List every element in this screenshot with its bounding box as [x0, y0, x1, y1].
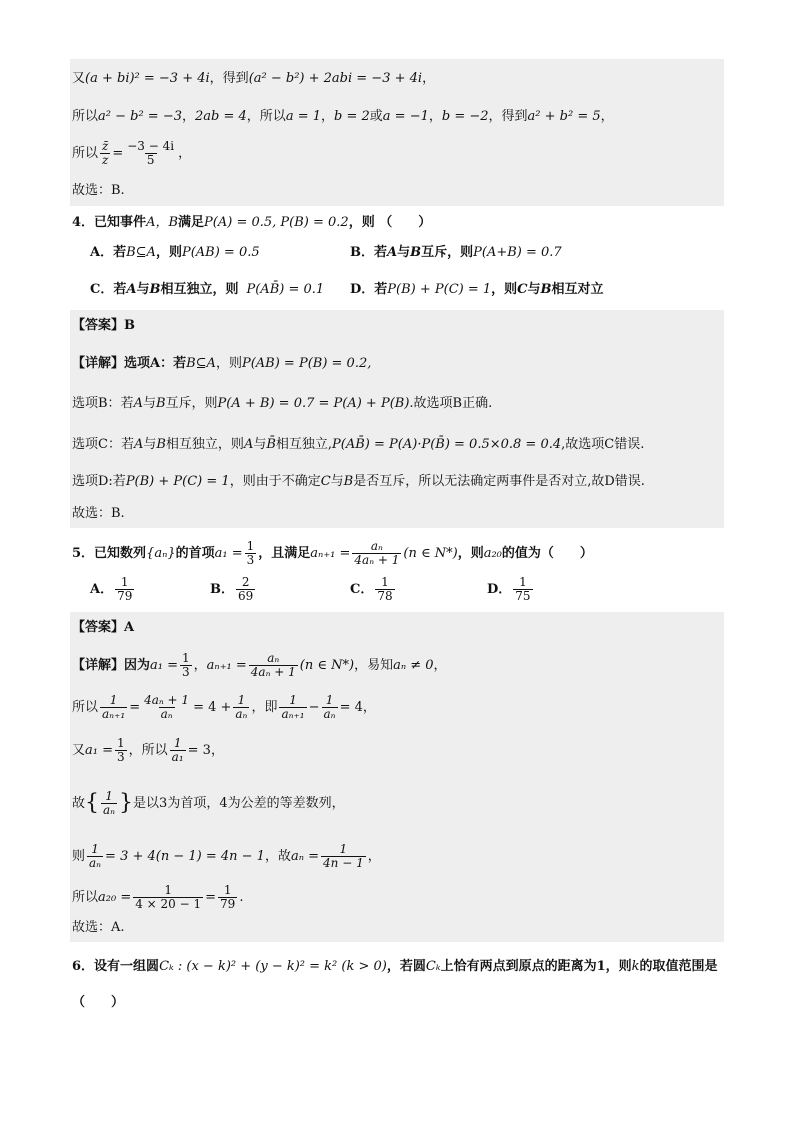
math: A [133, 437, 144, 452]
fraction [180, 652, 192, 679]
math: P(A + B) = 0.7 = P(A) + P(B) [217, 396, 410, 411]
q3-conclusion [72, 182, 125, 200]
math: (n ∈ N*) [299, 658, 355, 673]
text: . [239, 890, 244, 905]
text: 则 [72, 849, 86, 864]
denominator: aₙ [235, 707, 248, 721]
text: 的首项 [175, 546, 215, 561]
denominator: 3 [246, 553, 255, 567]
text: 满足 [178, 215, 205, 230]
math: B [149, 282, 161, 297]
q6-stem [72, 958, 718, 976]
text: 选项C：若 [72, 437, 134, 452]
math: = [205, 890, 217, 905]
text: 上恰有两点到原点的距离为 [440, 959, 597, 974]
q4-stem [72, 214, 431, 232]
denominator: 3 [117, 750, 125, 764]
fraction [125, 140, 176, 167]
answer-label: 【答案】A [72, 620, 135, 635]
text: ，则 [215, 356, 242, 371]
text: .故选项B正确. [409, 396, 493, 411]
q6-paren [72, 994, 124, 1012]
q5-option-c [350, 576, 397, 603]
math: Cₖ : (x − k)² + (y − k)² = k² (k > 0) [159, 959, 387, 974]
math: {aₙ} [146, 546, 176, 561]
text: 与 [330, 474, 344, 489]
text: ，若圆 [386, 959, 426, 974]
text: 相互独立，则 [160, 282, 239, 297]
option-label: B． [210, 582, 234, 597]
text: 选项D:若 [72, 474, 126, 489]
q3-line-2 [72, 108, 614, 126]
text: ， [428, 109, 442, 124]
text: 是以3为首项，4为公差的等差数列， [133, 796, 345, 811]
option-label: D． [487, 582, 512, 597]
text: ，则由于不确定 [229, 474, 321, 489]
text: 又 [72, 71, 86, 86]
math: C [517, 282, 528, 297]
math: aₙ₊₁ = [310, 546, 351, 561]
fraction [87, 843, 103, 870]
q4-detail-4 [72, 473, 645, 491]
math: A [387, 245, 398, 260]
numerator: 2 [241, 575, 250, 589]
math: B [343, 474, 354, 489]
text: 又 [72, 743, 86, 758]
option-label: A．若 [90, 245, 127, 260]
text: 已知数列 [94, 546, 147, 561]
math: B̄ [266, 437, 276, 452]
text: 已知事件 [94, 215, 147, 230]
math: (n ∈ N*) [403, 546, 458, 561]
text: ，则 [605, 959, 632, 974]
option-label: C． [350, 582, 374, 597]
text: ， [210, 743, 224, 758]
text: 所以 [72, 700, 99, 715]
numerator: aₙ [267, 651, 280, 665]
text: ，故 [264, 849, 291, 864]
text: ，所以 [246, 109, 286, 124]
text: ， [321, 109, 335, 124]
q5-detail-3 [72, 737, 224, 764]
fraction [233, 694, 249, 721]
q5-option-a [90, 576, 136, 603]
detail-label: 【详解】选项A：若 [72, 356, 187, 371]
text: ，即 [251, 700, 278, 715]
math: = 3 + 4(n − 1) = 4n − 1 [105, 849, 265, 864]
text: 所以 [72, 146, 99, 161]
math: a² − b² = −3 [98, 109, 182, 124]
fraction [279, 694, 306, 721]
math: k [631, 959, 640, 974]
text: ,故选项C错误. [561, 437, 645, 452]
q4-option-d [350, 281, 604, 299]
q5-option-b [210, 576, 257, 603]
question-number: 4． [72, 215, 95, 230]
math: aₙ = [290, 849, 320, 864]
denominator: z [102, 153, 109, 167]
math: a₂₀ [483, 546, 502, 561]
text: 设有一组圆 [94, 959, 160, 974]
denominator: 79 [220, 897, 236, 911]
denominator: aₙ [89, 856, 102, 870]
text: ，得到 [488, 109, 528, 124]
text: 与 [142, 396, 156, 411]
q4-option-b [350, 244, 562, 262]
text: 与 [136, 282, 150, 297]
fraction [100, 140, 110, 167]
numerator: 1 [109, 693, 118, 707]
text: ， [362, 700, 376, 715]
math: a₂₀ = [98, 890, 132, 905]
text: 的取值范围是 [639, 959, 718, 974]
numerator: aₙ [370, 539, 383, 553]
math: a₁ = [85, 743, 114, 758]
q4-conclusion [72, 505, 125, 523]
math: = 3 [187, 743, 211, 758]
denominator: aₙ₊₁ [102, 707, 126, 721]
fraction [170, 737, 186, 764]
text: （ ） [72, 995, 125, 1010]
math: P(AB) = P(B) = 0.2, [241, 356, 372, 371]
numerator: 1 [246, 539, 255, 553]
q5-stem [72, 540, 593, 567]
text: 与 [253, 437, 267, 452]
math: P(B) + P(C) = 1 [125, 474, 230, 489]
denominator: 4aₙ + 1 [250, 665, 296, 679]
right-brace-icon: } [119, 790, 134, 816]
math: = 4 + [193, 700, 232, 715]
numerator: 1 [164, 883, 172, 897]
numerator: 4aₙ + 1 [144, 693, 190, 707]
option-label: D．若 [350, 282, 388, 297]
numerator: 1 [339, 842, 348, 856]
text: 故 [72, 796, 86, 811]
text: 1 [596, 959, 606, 974]
math: Cₖ [425, 959, 441, 974]
math: = [112, 146, 124, 161]
text: 故选：B. [72, 183, 125, 198]
text: ，则 [457, 546, 484, 561]
text: 所以 [72, 890, 99, 905]
text: 与 [143, 437, 157, 452]
math: aₙ₊₁ = [206, 658, 247, 673]
text: 相互独立，则 [165, 437, 244, 452]
solution-block-q4 [70, 310, 724, 528]
math: A [126, 282, 137, 297]
detail-label: 【详解】因为 [72, 658, 151, 673]
math: B⊆A [186, 356, 216, 371]
fraction [142, 694, 191, 721]
denominator: 5 [146, 153, 155, 167]
answer-label: 【答案】B [72, 318, 135, 333]
text: ， [178, 146, 192, 161]
denominator: 4 × 20 − 1 [135, 897, 202, 911]
question-number: 6． [72, 959, 95, 974]
q5-answer [72, 619, 134, 637]
numerator: 1 [173, 736, 182, 750]
question-number: 5． [72, 546, 95, 561]
numerator: 1 [91, 842, 99, 856]
math: (a + bi)² = −3 + 4i [85, 71, 210, 86]
fraction [236, 576, 255, 603]
math: B [155, 396, 166, 411]
math: (a² − b²) + 2abi = −3 + 4i [248, 71, 423, 86]
numerator: −3 − 4i [127, 139, 175, 153]
denominator: 78 [377, 589, 393, 603]
math: C [320, 474, 331, 489]
q5-detail-4 [72, 790, 345, 817]
q5-detail-6 [72, 884, 243, 911]
fraction [100, 694, 127, 721]
text: ， [433, 658, 447, 673]
denominator: aₙ [160, 707, 173, 721]
fraction [218, 884, 237, 911]
q4-detail-2 [72, 395, 492, 413]
math: P(AB̄) = 0.1 [246, 282, 325, 297]
numerator: 1 [182, 651, 190, 665]
q4-option-c [90, 281, 324, 299]
q4-detail-1 [72, 355, 371, 373]
math: B [156, 437, 166, 452]
math: A [243, 437, 254, 452]
math: P(A) = 0.5, P(B) = 0.2 [204, 215, 349, 230]
math: B⊆A [126, 245, 156, 260]
text: 所以 [72, 109, 99, 124]
text: ， [367, 849, 381, 864]
math: a = 1 [285, 109, 321, 124]
numerator: 1 [223, 883, 232, 897]
left-brace-icon: { [85, 790, 100, 816]
math: P(A+B) = 0.7 [473, 245, 562, 260]
text: ，易知 [354, 658, 394, 673]
numerator: 1 [325, 693, 334, 707]
numerator: 1 [381, 575, 389, 589]
math: A [133, 396, 143, 411]
fraction [352, 540, 401, 567]
math: a = −1 [382, 109, 429, 124]
q5-conclusion [72, 919, 125, 937]
math: a₁ = [150, 658, 179, 673]
denominator: aₙ [103, 803, 116, 817]
option-label: A． [90, 582, 114, 597]
denominator: aₙ [323, 707, 336, 721]
text: 相互独立, [275, 437, 333, 452]
q5-detail-5 [72, 843, 381, 870]
fraction [133, 884, 203, 911]
numerator: 1 [237, 693, 246, 707]
math: P(B) + P(C) = 1 [387, 282, 492, 297]
numerator: 1 [117, 736, 125, 750]
q4-answer [72, 317, 135, 335]
fraction [115, 576, 134, 603]
q4-detail-3 [72, 436, 644, 454]
numerator: 1 [289, 693, 297, 707]
text: 与 [527, 282, 541, 297]
text: ，则 [155, 245, 182, 260]
text: ，且满足 [258, 546, 311, 561]
numerator: 1 [519, 575, 527, 589]
numerator: 1 [120, 575, 129, 589]
math: a² + b² = 5 [527, 109, 601, 124]
denominator: 69 [238, 589, 254, 603]
text: 是否互斥，所以无法确定两事件是否对立,故D错误. [353, 474, 645, 489]
denominator: aₙ₊₁ [281, 707, 305, 721]
math: B [540, 282, 552, 297]
option-label: B．若 [350, 245, 387, 260]
denominator: a₁ [171, 750, 184, 764]
fraction [115, 737, 127, 764]
math: = [129, 700, 141, 715]
math: = 4 [339, 700, 363, 715]
text: 选项B：若 [72, 396, 134, 411]
text: 互斥，则 [421, 245, 474, 260]
fraction [375, 576, 394, 603]
math: P(AB̄) = P(A)·P(B̄) = 0.5×0.8 = 0.4 [332, 437, 562, 452]
text: 故选：A. [72, 920, 125, 935]
math: aₙ ≠ 0 [393, 658, 434, 673]
q5-detail-1 [72, 652, 447, 679]
math: b = −2 [441, 109, 489, 124]
math: a₁ = [214, 546, 243, 561]
fraction [101, 790, 117, 817]
denominator: 75 [515, 589, 531, 603]
option-label: C．若 [90, 282, 127, 297]
text: 或 [369, 109, 383, 124]
text: 与 [397, 245, 411, 260]
fraction [513, 576, 532, 603]
text: ，则 [491, 282, 518, 297]
text: ，则 （ ） [348, 215, 432, 230]
q5-detail-2 [72, 694, 376, 721]
math: B [410, 245, 422, 260]
math: b = 2 [334, 109, 370, 124]
fraction [249, 652, 298, 679]
text: ， [182, 109, 196, 124]
text: ， [422, 71, 436, 86]
math: − [308, 700, 320, 715]
q5-option-d [487, 576, 535, 603]
text: ，得到 [209, 71, 249, 86]
text: 的值为（ ） [501, 546, 593, 561]
text: ，所以 [128, 743, 168, 758]
numerator: z̄ [102, 139, 109, 153]
denominator: 3 [182, 665, 190, 679]
text: 相互对立 [551, 282, 604, 297]
denominator: 79 [117, 589, 133, 603]
text: ， [600, 109, 614, 124]
q4-option-a [90, 244, 260, 262]
fraction [321, 843, 366, 870]
fraction [245, 540, 257, 567]
math: 2ab = 4 [195, 109, 247, 124]
text: ， [193, 658, 207, 673]
text: 故选：B. [72, 506, 125, 521]
text: 互斥，则 [165, 396, 218, 411]
math: P(AB) = 0.5 [181, 245, 260, 260]
denominator: 4aₙ + 1 [354, 553, 400, 567]
math: A，B [146, 215, 179, 230]
fraction [322, 694, 338, 721]
denominator: 4n − 1 [323, 856, 364, 870]
q3-line-3 [72, 140, 191, 167]
numerator: 1 [105, 789, 113, 803]
q3-line-1 [72, 70, 435, 88]
